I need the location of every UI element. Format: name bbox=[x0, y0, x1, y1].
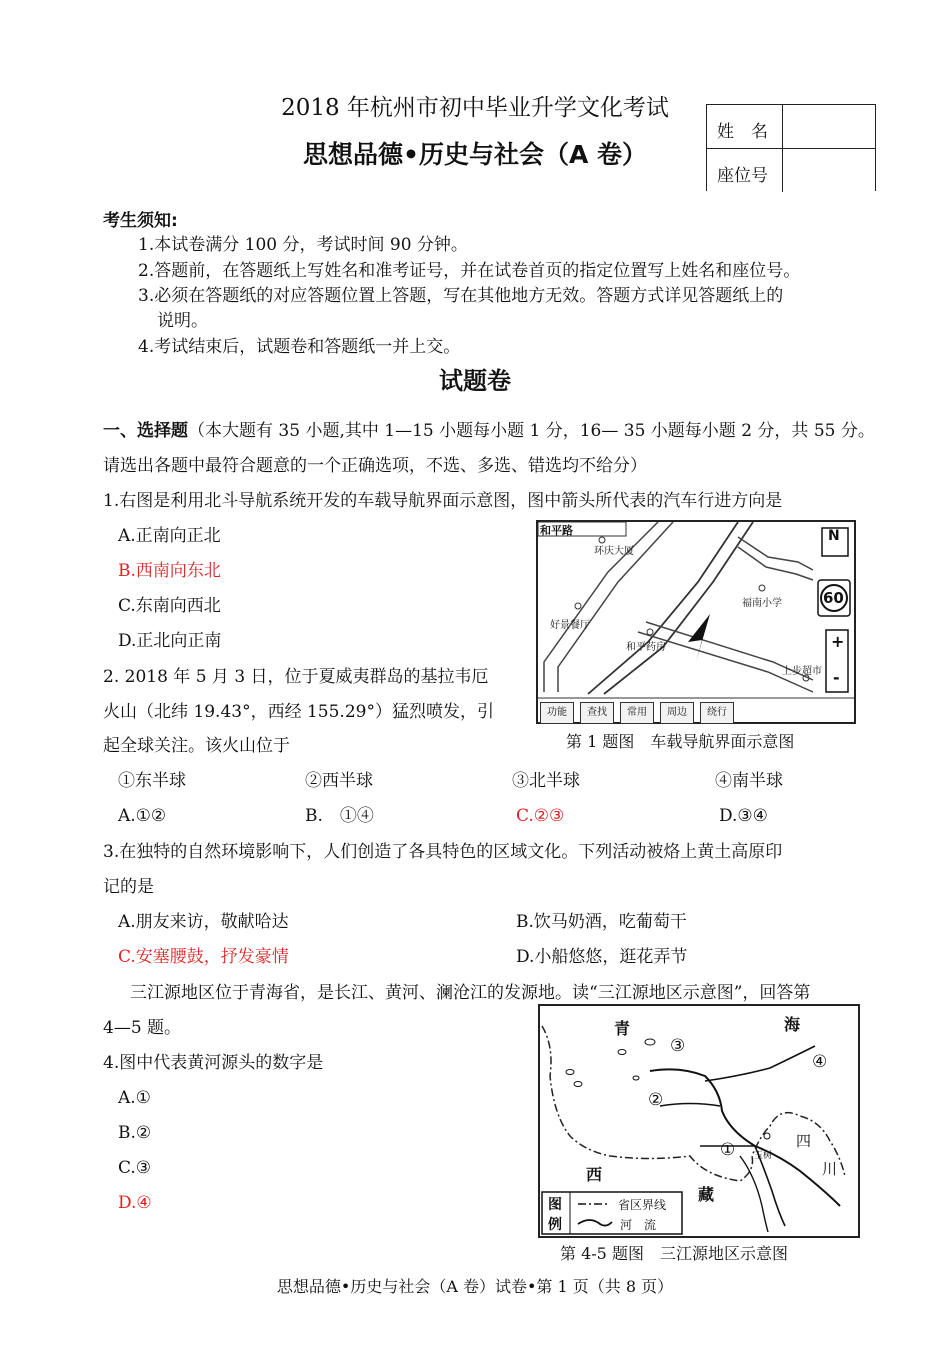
legend-title: 例 bbox=[548, 1217, 562, 1233]
seat-row bbox=[707, 148, 875, 192]
q2-stem-line: 起全球关注。该火山位于 bbox=[103, 736, 290, 756]
map-label-zang: 藏 bbox=[698, 1185, 715, 1204]
exam-title: 2018 年杭州市初中毕业升学文化考试 bbox=[281, 95, 669, 121]
place-label: 环庆大厦 bbox=[594, 546, 634, 557]
place-label: 上步超市 bbox=[782, 666, 822, 677]
marker-4: ④ bbox=[812, 1052, 828, 1072]
q3-stem: 3.在独特的自然环境影响下，人们创造了各具特色的区域文化。下列活动被烙上黄土高原印 bbox=[103, 842, 783, 862]
name-label: 姓 名 bbox=[717, 122, 768, 142]
notice-item: 2.答题前，在答题纸上写姓名和准考证号，并在试卷首页的指定位置写上姓名和座位号。 bbox=[138, 261, 801, 281]
passage-line: 4—5 题。 bbox=[103, 1018, 182, 1038]
lake bbox=[574, 1082, 582, 1087]
legend-item-river: 河 流 bbox=[620, 1218, 657, 1232]
part1-desc-line2: 请选出各题中最符合题意的一个正确选项，不选、多选、错选均不给分） bbox=[103, 456, 647, 476]
notice-item: 1.本试卷满分 100 分，考试时间 90 分钟。 bbox=[138, 235, 468, 255]
q1-option-a: A.正南向正北 bbox=[118, 526, 221, 546]
q4-option-c: C.③ bbox=[118, 1158, 152, 1178]
exam-subtitle: 思想品德•历史与社会（A 卷） bbox=[302, 140, 648, 169]
q2-option-b: B. ①④ bbox=[305, 806, 374, 826]
q3-option-b: B.饮马奶酒，吃葡萄干 bbox=[516, 912, 687, 932]
marker-2: ② bbox=[648, 1090, 664, 1110]
q2-stem-line: 2. 2018 年 5 月 3 日，位于夏威夷群岛的基拉韦厄 bbox=[103, 667, 489, 687]
page-footer: 思想品德•历史与社会（A 卷）试卷•第 1 页（共 8 页） bbox=[276, 1277, 674, 1296]
zoom-in-icon: + bbox=[831, 632, 845, 651]
direction-arrow bbox=[688, 614, 710, 662]
map-label-xi: 西 bbox=[586, 1165, 603, 1184]
q1-option-c: C.东南向西北 bbox=[118, 596, 221, 616]
notice-item: 4.考试结束后，试题卷和答题纸一并上交。 bbox=[138, 337, 461, 357]
q4-option-b: B.② bbox=[118, 1123, 152, 1143]
q2-item: ②西半球 bbox=[305, 771, 373, 791]
map-label-chuan: 川 bbox=[822, 1160, 838, 1178]
q1-stem: 1.右图是利用北斗导航系统开发的车载导航界面示意图，图中箭头所代表的汽车行进方向是 bbox=[103, 491, 783, 511]
q2-option-c: C.②③ bbox=[516, 806, 565, 826]
notice-item: 说明。 bbox=[157, 311, 208, 331]
place-dot bbox=[575, 603, 581, 609]
town-dot bbox=[764, 1133, 770, 1139]
q2-item: ①东半球 bbox=[118, 771, 186, 791]
q2-item: ④南半球 bbox=[715, 771, 783, 791]
nav-button-function: 功能 bbox=[540, 702, 574, 724]
student-info-box bbox=[706, 104, 876, 191]
place-label: 福南小学 bbox=[742, 598, 782, 609]
legend-title: 图 bbox=[548, 1197, 562, 1213]
part1-heading: 一、选择题 bbox=[103, 421, 188, 441]
notice-item: 3.必须在答题纸的对应答题位置上答题，写在其他地方无效。答题方式详见答题纸上的 bbox=[138, 286, 784, 306]
river bbox=[660, 1104, 720, 1107]
q4-option-a: A.① bbox=[118, 1088, 151, 1108]
section-title: 试题卷 bbox=[439, 367, 511, 395]
lake bbox=[645, 1039, 655, 1045]
part1-desc: 一、选择题（本大题有 35 小题,其中 1—15 小题每小题 1 分，16— 35 小题每小题 2 分，共 55 分。 bbox=[103, 421, 875, 441]
q2-option-d: D.③④ bbox=[719, 806, 768, 826]
seat-label: 座位号 bbox=[717, 166, 768, 186]
q2-stem-line: 火山（北纬 19.43°，西经 155.29°）猛烈喷发，引 bbox=[103, 702, 494, 722]
passage-line: 三江源地区位于青海省，是长江、黄河、澜沧江的发源地。读“三江源地区示意图”，回答第 bbox=[130, 983, 811, 1003]
nav-figure bbox=[536, 520, 856, 724]
map-label-hai: 海 bbox=[784, 1015, 801, 1034]
map-label-si: 四 bbox=[796, 1132, 812, 1150]
road bbox=[738, 537, 813, 570]
north-icon: N bbox=[828, 528, 840, 544]
q3-stem-line2: 记的是 bbox=[103, 877, 154, 897]
map-label-yushu: 玉树 bbox=[754, 1151, 773, 1161]
speed-limit-label: 60 bbox=[823, 589, 844, 607]
q3-option-a: A.朋友来访，敬献哈达 bbox=[118, 912, 289, 932]
nav-button-detour: 绕行 bbox=[700, 702, 734, 724]
place-dot bbox=[647, 629, 653, 635]
marker-3: ③ bbox=[670, 1036, 686, 1056]
q3-option-c: C.安塞腰鼓，抒发豪情 bbox=[118, 947, 289, 967]
sanjiangyuan-map bbox=[538, 1004, 860, 1238]
q2-item: ③北半球 bbox=[512, 771, 580, 791]
nav-button-common: 常用 bbox=[620, 702, 654, 724]
q1-option-b: B.西南向东北 bbox=[118, 561, 221, 581]
marker-1: ① bbox=[720, 1140, 736, 1160]
q2-option-a: A.①② bbox=[118, 806, 167, 826]
river bbox=[650, 1069, 840, 1206]
lake bbox=[633, 1076, 639, 1080]
q4-option-d: D.④ bbox=[118, 1193, 152, 1213]
q4-figure-caption: 第 4-5 题图 三江源地区示意图 bbox=[560, 1244, 788, 1263]
legend-item-boundary: 省区界线 bbox=[618, 1198, 667, 1212]
q1-figure-caption: 第 1 题图 车载导航界面示意图 bbox=[566, 732, 795, 751]
nav-button-search: 查找 bbox=[580, 702, 614, 724]
q3-option-d: D.小船悠悠，逛花弄节 bbox=[516, 947, 688, 967]
place-label: 和平药房 bbox=[626, 642, 666, 653]
notice-heading: 考生须知: bbox=[103, 211, 178, 231]
q1-option-d: D.正北向正南 bbox=[118, 631, 222, 651]
zoom-out-icon: - bbox=[833, 668, 840, 687]
place-label: 好景餐厅 bbox=[550, 620, 590, 631]
river bbox=[705, 1046, 815, 1081]
q4-stem: 4.图中代表黄河源头的数字是 bbox=[103, 1053, 324, 1073]
map-label-qing: 青 bbox=[614, 1019, 631, 1038]
place-dot bbox=[759, 585, 765, 591]
lake bbox=[566, 1070, 574, 1075]
name-row bbox=[707, 105, 875, 148]
road-label: 和平路 bbox=[540, 524, 573, 537]
lake bbox=[618, 1050, 626, 1055]
nav-button-nearby: 周边 bbox=[660, 702, 694, 724]
